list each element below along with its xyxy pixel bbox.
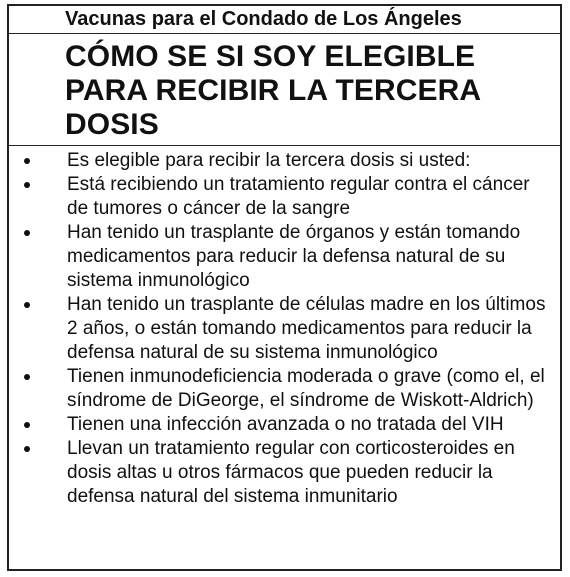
list-item: [9, 293, 560, 365]
list-item: [9, 413, 560, 437]
page-title: CÓMO SE SI SOY ELEGIBLE PARA RECIBIR LA TERCERA DOSIS: [65, 40, 482, 141]
bullet-icon: [24, 230, 30, 236]
list-item-text: Han tenido un trasplante de órganos y están tomando medicamentos para reducir la defensa natural de su sistema inmunológico: [67, 222, 521, 291]
bullet-icon: [24, 158, 30, 164]
list-item: [9, 149, 560, 173]
title-section: [9, 34, 560, 146]
list-item-text: Han tenido un trasplante de células madre en los últimos 2 años, o están tomando medicamentos para reducir la defensa natural de su sistema inmunológico: [67, 294, 546, 363]
list-item: [9, 221, 560, 293]
bullet-icon: [24, 182, 30, 188]
bullet-icon: [24, 374, 30, 380]
document-frame: [7, 4, 562, 571]
list-item: [9, 365, 560, 413]
list-item-text: Tienen inmunodeficiencia moderada o grave (como el, el síndrome de DiGeorge, el síndrome de Wiskott-Aldrich): [67, 366, 545, 411]
list-item-text: Tienen una infección avanzada o no tratada del VIH: [67, 414, 504, 435]
list-item: [9, 173, 560, 221]
list-item-text: Llevan un tratamiento regular con corticosteroides en dosis altas u otros fármacos que pueden reducir la defensa natural del sistema inmunitario: [67, 438, 515, 507]
document-header: Vacunas para el Condado de Los Ángeles: [9, 6, 560, 34]
bullet-icon: [24, 446, 30, 452]
list-item: [9, 437, 560, 509]
list-item-text: Es elegible para recibir la tercera dosis si usted:: [67, 150, 471, 171]
eligibility-list: [9, 146, 560, 509]
bullet-icon: [24, 302, 30, 308]
list-item-text: Está recibiendo un tratamiento regular contra el cáncer de tumores o cáncer de la sangre: [67, 174, 530, 219]
bullet-icon: [24, 422, 30, 428]
